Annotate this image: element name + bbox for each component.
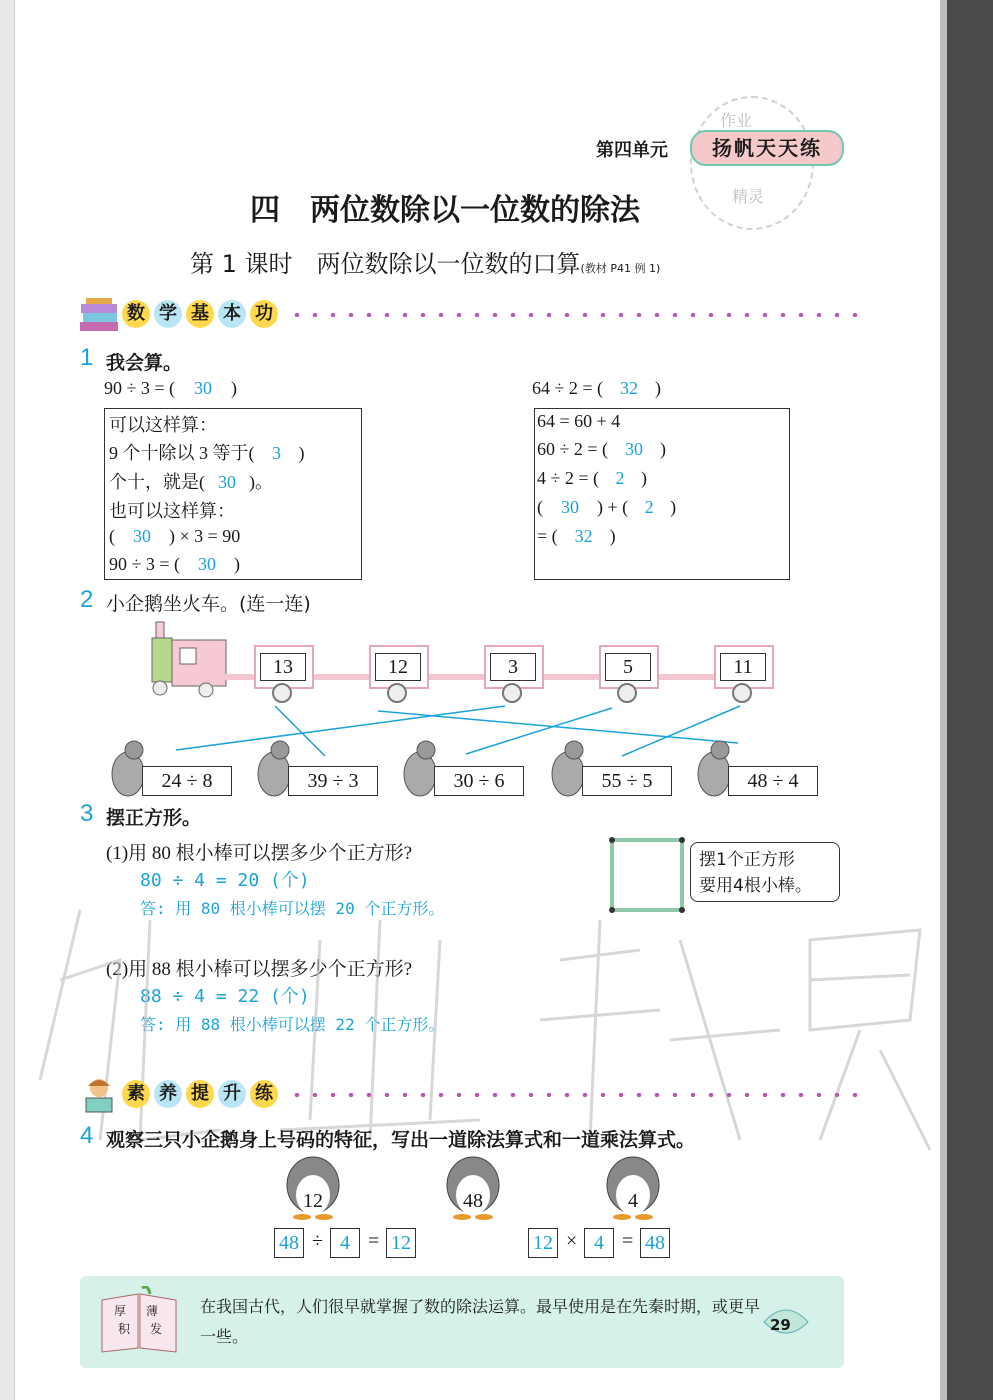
section-char: 学 (154, 300, 182, 328)
question-title: 观察三只小企鹅身上号码的特征，写出一道除法算式和一道乘法算式。 (106, 1129, 696, 1151)
tip-bubble (690, 842, 840, 902)
open-book-icon (98, 1286, 180, 1358)
division-operator: ÷ (312, 1230, 323, 1252)
car-number: 11 (720, 653, 766, 681)
section-char: 素 (122, 1080, 150, 1108)
multiplication-answer-box: 4 (584, 1228, 614, 1258)
wheel-icon (387, 683, 407, 703)
equals-sign: = (368, 1230, 380, 1252)
penguin-card: 24 ÷ 8 (142, 766, 232, 796)
unit-label: 第四单元 (596, 140, 668, 161)
q3-part2-answer: 答: 用 88 根小棒可以摆 22 个正方形。 (140, 1015, 445, 1034)
equals-sign: = (622, 1230, 634, 1252)
question-number: 2 (80, 586, 94, 613)
q1-left-box (104, 408, 362, 580)
section-improvement (78, 1076, 858, 1116)
locomotive-icon (146, 618, 228, 698)
footer-text: 在我国古代，人们很早就掌握了数的除法运算。最早使用是在先秦时期，或更早一些。 (200, 1297, 761, 1346)
q1-right-line: 60 ÷ 2 = ( 30 ) (537, 439, 667, 459)
section-char: 养 (154, 1080, 182, 1108)
penguin-card: 30 ÷ 6 (434, 766, 524, 796)
wheel-icon (732, 683, 752, 703)
penguin-number: 4 (628, 1190, 638, 1212)
book-char: 厚 (114, 1304, 127, 1318)
division-answer-box: 48 (274, 1228, 304, 1258)
penguin-card: 48 ÷ 4 (728, 766, 818, 796)
lesson-title (190, 244, 660, 279)
q1-left-line: ( 30 ) × 3 = 90 (109, 526, 241, 546)
tip-line: 要用4根小棒。 (699, 876, 812, 896)
lesson-ref: (教材 P41 例 1) (580, 262, 661, 275)
q1-left-line: 个十，就是( 30 )。 (109, 472, 273, 492)
question-title: 摆正方形。 (106, 807, 202, 829)
q1-left-line: 9 个十除以 3 等于( 3 ) (109, 443, 305, 463)
division-answer-box: 12 (386, 1228, 416, 1258)
q1-left-line: 也可以这样算： (109, 501, 235, 521)
dotted-divider (288, 1093, 858, 1097)
q3-part1-calc: 80 ÷ 4 = 20 (个) (140, 870, 310, 891)
penguin-card: 55 ÷ 5 (582, 766, 672, 796)
section-char: 提 (186, 1080, 214, 1108)
wheel-icon (272, 683, 292, 703)
section-char: 升 (218, 1080, 246, 1108)
penguin-card: 39 ÷ 3 (288, 766, 378, 796)
watermark-stamp: 作业 精灵 (690, 96, 814, 230)
section-basic-skills (78, 296, 858, 336)
q3-part1-question: (1)用 80 根小棒可以摆多少个正方形? (106, 843, 413, 864)
question-number: 4 (80, 1122, 94, 1149)
book-char: 发 (150, 1322, 163, 1336)
lesson-title-text: 第 1 课时 两位数除以一位数的口算 (190, 250, 581, 278)
multiplication-answer-box: 48 (640, 1228, 670, 1258)
page-number: 29 (770, 1316, 791, 1334)
multiplication-operator: × (566, 1230, 578, 1252)
scan-border (947, 0, 993, 1400)
q1-left-line: 可以这样算： (109, 415, 217, 435)
section-char: 本 (218, 300, 246, 328)
page-left-edge (0, 0, 15, 1400)
q1-right-line: 4 ÷ 2 = ( 2 ) (537, 468, 648, 488)
car-number: 13 (260, 653, 306, 681)
multiplication-answer-box: 12 (528, 1228, 558, 1258)
q1-right-line: 64 = 60 + 4 (537, 411, 621, 431)
q1-right-line: = ( 32 ) (537, 526, 616, 546)
q1-left-expression: 90 ÷ 3 = ( 30 ) (104, 378, 238, 398)
car-number: 3 (490, 653, 536, 681)
section-char: 功 (250, 300, 278, 328)
q3-part1-answer: 答: 用 80 根小棒可以摆 20 个正方形。 (140, 899, 445, 918)
square-sticks-icon (606, 836, 688, 916)
girl-reading-icon (78, 1078, 120, 1114)
q1-right-line: ( 30 ) + ( 2 ) (537, 497, 677, 517)
book-char: 薄 (146, 1304, 159, 1318)
penguin-number: 12 (303, 1190, 323, 1212)
brand-pill: 扬帆天天练 (690, 130, 844, 166)
q1-left-line: 90 ÷ 3 = ( 30 ) (109, 554, 241, 574)
q3-part2-calc: 88 ÷ 4 = 22 (个) (140, 986, 310, 1007)
tip-line: 摆1个正方形 (699, 850, 795, 870)
wheel-icon (502, 683, 522, 703)
section-char: 练 (250, 1080, 278, 1108)
section-char: 数 (122, 300, 150, 328)
penguin-number: 48 (463, 1190, 483, 1212)
section-char: 基 (186, 300, 214, 328)
division-answer-box: 4 (330, 1228, 360, 1258)
books-icon (78, 298, 120, 334)
car-number: 12 (375, 653, 421, 681)
q1-right-box (534, 408, 790, 580)
book-char: 积 (118, 1322, 131, 1336)
question-number: 3 (80, 800, 94, 827)
q3-part2-question: (2)用 88 根小棒可以摆多少个正方形? (106, 959, 413, 980)
question-title: 小企鹅坐火车。(连一连) (106, 593, 311, 615)
q1-right-expression: 64 ÷ 2 = ( 32 ) (532, 378, 662, 398)
question-number: 1 (80, 344, 94, 371)
wheel-icon (617, 683, 637, 703)
car-number: 5 (605, 653, 651, 681)
question-title: 我会算。 (106, 352, 183, 374)
dotted-divider (288, 313, 858, 317)
chapter-title: 四 两位数除以一位数的除法 (250, 193, 640, 228)
